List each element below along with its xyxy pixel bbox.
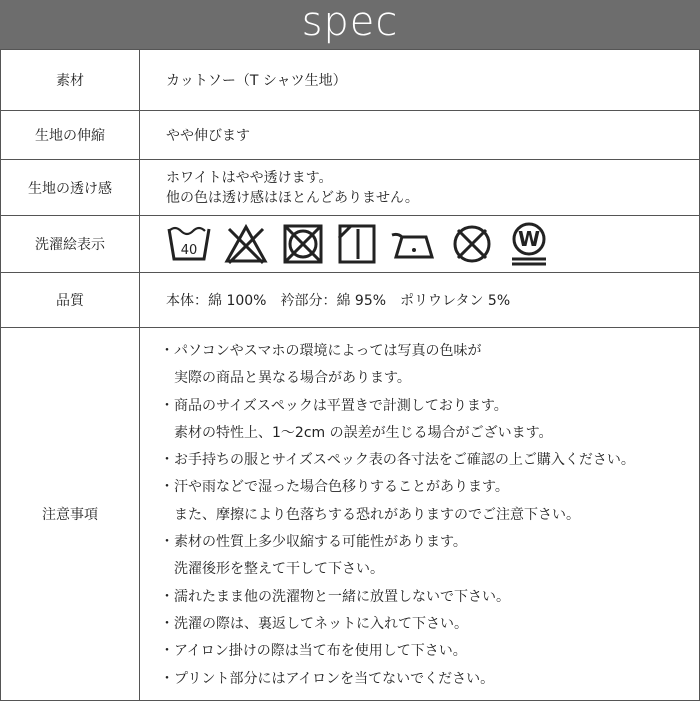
no-dry-clean-icon (449, 223, 495, 265)
note-line: ・洗濯の際は、裏返してネットに入れて下さい。 (160, 615, 468, 632)
note-line: また、摩擦により色落ちする恐れがありますのでご注意下さい。 (174, 506, 580, 523)
note-line: 実際の商品と異なる場合があります。 (174, 370, 411, 387)
table-row (1, 111, 700, 160)
note-line: ・汗や雨などで湿った場合色移りすることがあります。 (160, 479, 509, 496)
sheer-label: 生地の透け感 (1, 160, 140, 216)
care-label: 洗濯絵表示 (1, 216, 140, 273)
quality-label: 品質 (1, 273, 140, 328)
page-title: spec (0, 0, 700, 49)
quality-value: 本体：綿 100% 衿部分：綿 95% ポリウレタン 5% (140, 273, 700, 328)
table-row (1, 50, 700, 111)
sheer-line: ホワイトはやや透けます。 (166, 169, 333, 186)
line-dry-shade-icon (337, 223, 377, 265)
wash-temp: 40 (180, 243, 198, 258)
stretch-label: 生地の伸縮 (1, 111, 140, 160)
no-tumble-dry-icon (280, 223, 326, 265)
wash-40-icon (166, 223, 212, 265)
note-line: ・お手持ちの服とサイズスペック表の各寸法をご確認の上ご購入ください。 (160, 452, 635, 469)
note-line: ・商品のサイズスペックは平置きで計測しております。 (160, 397, 508, 414)
table-row (1, 328, 700, 701)
table-row (1, 216, 700, 273)
care-symbols (140, 216, 700, 273)
material-label: 素材 (1, 50, 140, 111)
sheer-value (140, 160, 700, 216)
wet-clean-letter: W (517, 227, 541, 251)
note-line: ・プリント部分にはアイロンを当てないでください。 (160, 670, 495, 687)
sheer-line: 他の色は透け感はほとんどありません。 (166, 189, 419, 206)
table-row (1, 160, 700, 216)
note-line: 素材の特性上、1～2cm の誤差が生じる場合がございます。 (174, 424, 553, 441)
spec-table (0, 49, 700, 701)
material-value: カットソー（T シャツ生地） (140, 50, 700, 111)
no-bleach-icon (223, 223, 269, 265)
note-line: ・パソコンやスマホの環境によっては写真の色味が (160, 343, 482, 359)
note-line: ・アイロン掛けの際は当て布を使用して下さい。 (160, 643, 467, 660)
note-line: 洗濯後形を整えて干して下さい。 (174, 561, 384, 578)
stretch-value: やや伸びます (140, 111, 700, 160)
iron-low-icon (388, 223, 438, 265)
wet-clean-icon (506, 221, 552, 267)
note-line: ・素材の性質上多少収縮する可能性があります。 (160, 534, 467, 551)
notes-cell (140, 328, 700, 701)
table-row (1, 273, 700, 328)
note-line: ・濡れたまま他の洗濯物と一緒に放置しないで下さい。 (160, 588, 510, 605)
notes-label: 注意事項 (1, 328, 140, 701)
